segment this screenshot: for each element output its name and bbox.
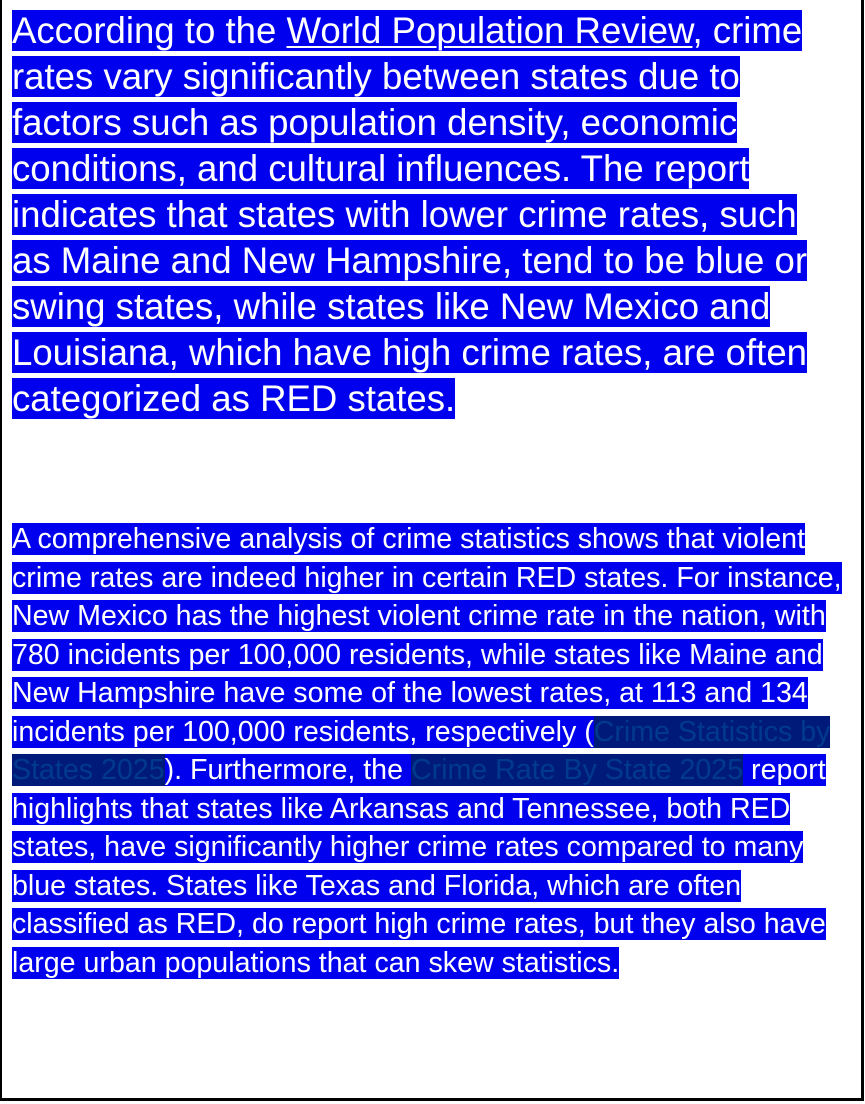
world-population-review-link[interactable]: World Population Review [286, 10, 693, 51]
crime-rate-by-state-link[interactable]: Crime Rate By State 2025 [410, 754, 744, 786]
paragraph1-body: , crime rates vary significantly between states due to factors such as population density, economic conditions, and cultural influences. The report indicates that states with lower crime rates, such as Maine and New Hampshire, tend to be blue or swing states, while states like New Mexico and Louisiana, which have high crime rates, are often categorized as RED states. [12, 10, 808, 419]
highlighted-text [12, 523, 842, 979]
paragraph-crime-analysis [12, 520, 860, 982]
paragraph-world-population [12, 8, 832, 422]
paragraph2-text-c: report highlights that states like Arkansas and Tennessee, both RED states, have significantly higher crime rates compared to many blue states. States like Texas and Florida, which are often classified as RED, do report high crime rates, but they also have large urban populations that can skew statistics. [12, 754, 826, 979]
paragraph2-text-b: ). Furthermore, the [164, 754, 411, 786]
crime-statistics-by-states-link[interactable]: Crime Statistics by States 2025 [12, 715, 831, 786]
highlighted-text [12, 10, 807, 419]
paragraph1-intro: According to the [12, 10, 287, 51]
paragraph2-text-a: A comprehensive analysis of crime statistics shows that violent crime rates are indeed higher in certain RED states. For instance, New Mexico has the highest violent crime rate in the nation, with 780 incidents per 100,000 residents, while states like Maine and New Hampshire have some of the lowest rates, at 113 and 134 incidents per 100,000 residents, respectively ( [12, 523, 842, 748]
